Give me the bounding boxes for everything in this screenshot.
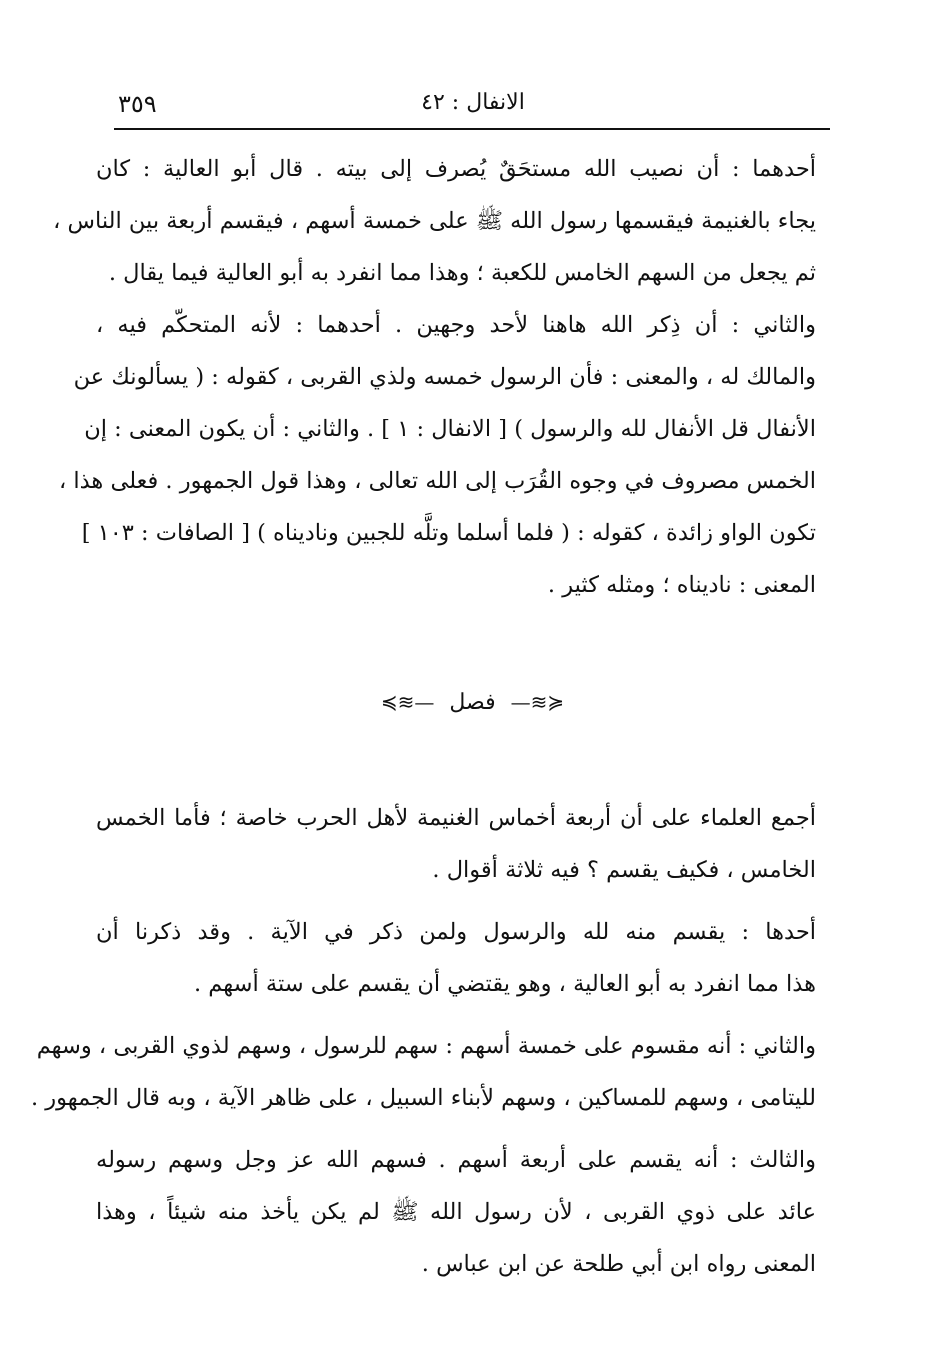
text-line: الخمس مصروف في وجوه القُرَب إلى الله تعالى ، وهذا قول الجمهور . فعلى هذا ، <box>58 468 816 494</box>
text-line: تكون الواو زائدة ، كقوله : ( فلما أسلما وتلَّه للجبين وناديناه ) [ الصافات : ١٠٣ ] <box>81 520 816 546</box>
section-heading <box>0 682 945 722</box>
text-line: والمالك له ، والمعنى : فأن الرسول خمسه ولذي القربى ، كقوله : ( يسألونك عن <box>73 364 816 390</box>
page-number: ٣٥٩ <box>118 90 157 118</box>
text-line: أحدهما : أن نصيب الله مستحَقٌ يُصرف إلى بيته . قال أبو العالية : كان <box>96 156 816 182</box>
text-line: المعنى رواه ابن أبي طلحة عن ابن عباس . <box>421 1251 816 1277</box>
ornament-left: —≋≽ <box>380 690 435 714</box>
paragraph-gap <box>96 1124 816 1134</box>
paragraph-ijma <box>96 792 816 896</box>
text-line: أجمع العلماء على أن أربعة أخماس الغنيمة لأهل الحرب خاصة ؛ فأما الخمس <box>96 805 816 831</box>
paragraph-gap <box>96 1010 816 1020</box>
text-line: لليتامى ، وسهم للمساكين ، وسهم لأبناء السبيل ، على ظاهر الآية ، وبه قال الجمهور . <box>30 1085 816 1111</box>
ornament-right: ≼≋— <box>510 690 565 714</box>
header-rule <box>114 128 830 130</box>
text-line: والثاني : أنه مقسوم على خمسة أسهم : سهم للرسول ، وسهم لذوي القربى ، وسهم <box>36 1033 816 1059</box>
section-title: فصل <box>449 690 496 715</box>
chapter-section-body <box>30 792 816 1290</box>
paragraph-third-opinion <box>96 1134 816 1290</box>
paragraph-second-opinion <box>30 1020 816 1124</box>
text-line: ثم يجعل من السهم الخامس للكعبة ؛ وهذا مما انفرد به أبو العالية فيما يقال . <box>108 260 816 286</box>
text-line: والثالث : أنه يقسم على أربعة أسهم . فسهم الله عز وجل وسهم رسوله <box>96 1147 816 1173</box>
paragraph-first-opinion <box>96 906 816 1010</box>
text-line: الأنفال قل الأنفال لله والرسول ) [ الانفال : ١ ] . والثاني : أن يكون المعنى : إن <box>84 416 816 442</box>
text-line: الخامس ، فكيف يقسم ؟ فيه ثلاثة أقوال . <box>432 857 816 883</box>
text-line: والثاني : أن ذِكر الله هاهنا لأحد وجهين . أحدهما : لأنه المتحكّم فيه ، <box>96 312 816 338</box>
text-line: أحدها : يقسم منه لله والرسول ولمن ذكر في الآية . وقد ذكرنا أن <box>96 919 816 945</box>
paragraph-gap <box>96 896 816 906</box>
page-header <box>118 86 828 126</box>
text-line: يجاء بالغنيمة فيقسمها رسول الله ﷺ على خمسة أسهم ، فيقسم أربعة بين الناس ، <box>53 208 816 234</box>
text-line: عائد على ذوي القربى ، لأن رسول الله ﷺ لم يكن يأخذ منه شيئاً ، وهذا <box>96 1199 816 1225</box>
text-line: هذا مما انفرد به أبو العالية ، وهو يقتضي أن يقسم على ستة أسهم . <box>193 971 816 997</box>
commentary-top-section <box>53 143 816 611</box>
running-head: الانفال : ٤٢ <box>421 90 525 115</box>
text-line: المعنى : ناديناه ؛ ومثله كثير . <box>547 572 816 598</box>
